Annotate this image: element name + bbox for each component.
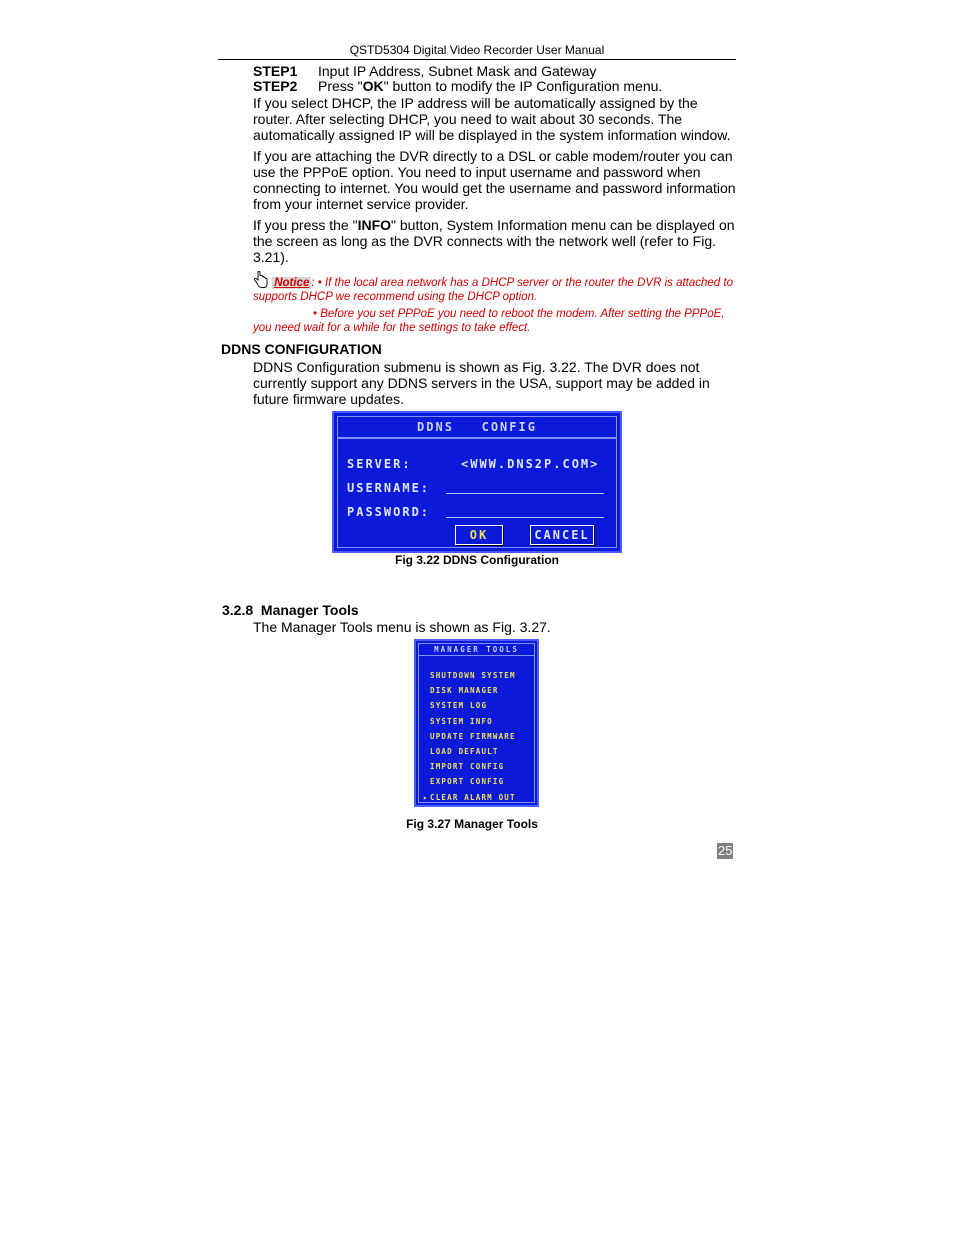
- pointing-hand-icon: [253, 271, 269, 289]
- ddns-caption: Fig 3.22 DDNS Configuration: [394, 553, 559, 567]
- page-number: 25: [718, 843, 733, 858]
- ok-button[interactable]: OK: [455, 525, 503, 545]
- cancel-button[interactable]: CANCEL: [530, 525, 594, 545]
- info-paragraph: [253, 217, 737, 265]
- step1-label: STEP1: [253, 63, 298, 79]
- ddns-config-screen: [332, 411, 622, 553]
- manager-section-title: 3.2.8 Manager Tools: [222, 602, 359, 618]
- manager-screen-title: MANAGER TOOLS: [419, 644, 534, 656]
- menu-item-import-config[interactable]: IMPORT CONFIG: [430, 762, 505, 772]
- notice-label: Notice: [274, 277, 310, 289]
- menu-item-load-default[interactable]: LOAD DEFAULT: [430, 746, 499, 756]
- menu-item-clear-alarm-out[interactable]: ▸ CLEAR ALARM OUT: [430, 790, 516, 805]
- menu-item-export-config[interactable]: EXPORT CONFIG: [430, 777, 505, 787]
- ddns-screen-title: DDNS CONFIG: [417, 420, 537, 434]
- info-bold: INFO: [357, 217, 392, 233]
- username-field[interactable]: [446, 493, 604, 494]
- notice-item1-text: : • If the local area network has a DHCP server or the router the DVR is attached to supports DHCP we recommend using the DHCP option.: [253, 277, 733, 303]
- pppoe-paragraph: If you are attaching the DVR directly to a DSL or cable modem/router you can use the PPPoE option. You need to input username and password when connecting to internet. You would get the username and password information from your internet service provider.: [253, 148, 736, 212]
- manager-caption: Fig 3.27 Manager Tools: [406, 817, 538, 831]
- menu-item-system-log[interactable]: SYSTEM LOG: [430, 701, 488, 711]
- step2-bold: OK: [362, 78, 384, 94]
- menu-item-shutdown-system[interactable]: SHUTDOWN SYSTEM: [430, 671, 516, 680]
- server-value[interactable]: <WWW.DNS2P.COM>: [461, 457, 600, 471]
- menu-item-update-firmware[interactable]: UPDATE FIRMWARE: [430, 731, 516, 741]
- step2-post: " button to modify the IP Configuration menu.: [383, 78, 663, 94]
- ddns-section-title: DDNS CONFIGURATION: [221, 341, 382, 357]
- step2: [253, 78, 737, 94]
- server-label: SERVER:: [347, 457, 412, 471]
- username-label: USERNAME:: [347, 481, 431, 495]
- info-pre: If you press the ": [253, 217, 358, 233]
- step1: [253, 63, 737, 79]
- notice-item1: [253, 271, 737, 304]
- step2-label: STEP2: [253, 78, 298, 94]
- info-post: " button, System Information menu can be displayed on the screen as long as the DVR connects with the network well (refer to Fig. 3.21).: [253, 217, 735, 265]
- step2-pre: Press ": [318, 78, 363, 94]
- manager-paragraph: The Manager Tools menu is shown as Fig. 3.27.: [253, 619, 551, 635]
- menu-item-disk-manager[interactable]: DISK MANAGER: [430, 686, 499, 696]
- password-label: PASSWORD:: [347, 505, 431, 519]
- page-header: QSTD5304 Digital Video Recorder User Manual: [218, 43, 736, 60]
- step1-text: Input IP Address, Subnet Mask and Gateway: [318, 63, 597, 79]
- password-field[interactable]: [446, 517, 604, 518]
- manager-tools-screen: [414, 639, 539, 807]
- dhcp-paragraph: If you select DHCP, the IP address will be automatically assigned by the router. After selecting DHCP, you need to wait about 30 seconds. The automatically assigned IP will be displayed in the system information window.: [253, 95, 731, 143]
- ddns-paragraph: DDNS Configuration submenu is shown as Fig. 3.22. The DVR does not currently support any DDNS servers in the USA, support may be added in future firmware updates.: [253, 359, 710, 407]
- menu-item-system-info[interactable]: SYSTEM INFO: [430, 716, 493, 726]
- notice-item2: • Before you set PPPoE you need to reboot the modem. After setting the PPPoE, you need wait for a while for the settings to take effect.: [253, 308, 725, 334]
